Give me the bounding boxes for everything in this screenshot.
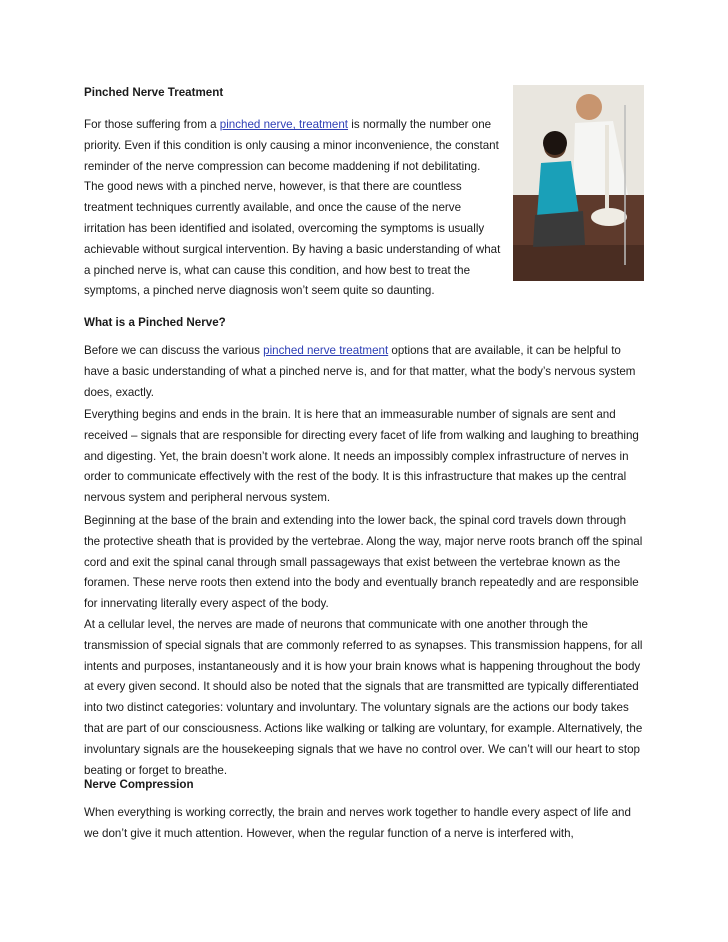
pinched-nerve-treatment-link-2[interactable]: pinched nerve treatment xyxy=(263,344,389,357)
intro-text-after: is normally the number one priority. Even if this condition is only causing a minor inconvenience, the constant reminder of the nerve compression can become maddening if not debilitating. The good news with a pinched nerve, however, is that there are countless treatment techniques currently available, and once the cause of the nerve irritation has been identified and isolated, overcoming the symptoms is usually achievable without surgical intervention. By having a basic understanding of what a pinched nerve is, what can cause this condition, and how best to treat the symptoms, a pinched nerve diagnosis won’t seem quite so daunting. xyxy=(84,118,501,298)
paragraph-brain: Everything begins and ends in the brain. It is here that an immeasurable number of signals are sent and received – signals that are responsible for directing every facet of life from walking and laughing to breathing and digesting. Yet, the brain doesn’t work alone. It needs an impossibly complex infrastructure of nerves in order to communicate effectively with the rest of the body. It is this infrastructure that makes up the central nervous system and peripheral nervous system. xyxy=(84,408,639,505)
intro-paragraph xyxy=(84,115,502,302)
paragraph-text-after: options that are available, it can be helpful to have a basic understanding of what a pinched nerve is, and for that matter, what the body’s nervous system does, exactly. xyxy=(84,344,636,399)
paragraph-before-discuss xyxy=(84,341,644,403)
photo-illustration xyxy=(513,85,644,281)
section-heading-nerve-compression: Nerve Compression xyxy=(84,778,194,791)
document-heading: Pinched Nerve Treatment xyxy=(84,86,224,99)
section-heading-what-is: What is a Pinched Nerve? xyxy=(84,316,226,329)
intro-text-before: For those suffering from a xyxy=(84,118,220,131)
doctor-patient-spine-photo xyxy=(513,85,644,281)
pinched-nerve-treatment-link[interactable]: pinched nerve, treatment xyxy=(219,118,349,131)
paragraph-neurons: At a cellular level, the nerves are made of neurons that communicate with one another through the transmission of special signals that are commonly referred to as synapses. This transmission happens, for all intents and purposes, instantaneously and it is how your brain knows what is happening throughout the body at every given second. It should also be noted that the signals that are transmitted are typically differentiated into two distinct categories: voluntary and involuntary. The voluntary signals are the actions our body takes that are part of our consciousness. Actions like walking or talking are voluntary, for example. Alternatively, the involuntary signals are the housekeeping signals that we have no control over. We can’t will our heart to stop beating or forget to breathe. xyxy=(84,618,643,777)
paragraph-text-before: Before we can discuss the various xyxy=(84,344,264,357)
paragraph-spinal-cord: Beginning at the base of the brain and extending into the lower back, the spinal cord travels down through the protective sheath that is provided by the vertebrae. Along the way, major nerve roots branch off the spinal cord and exit the spinal canal through small passageways that exist between the vertebrae known as the foramen. These nerve roots then extend into the body and eventually branch repeatedly and are responsible for innervating literally every aspect of the body. xyxy=(84,514,643,611)
paragraph-nerve-compression: When everything is working correctly, the brain and nerves work together to handle every aspect of life and we don’t give it much attention. However, when the regular function of a nerve is interfered with, xyxy=(84,806,631,840)
